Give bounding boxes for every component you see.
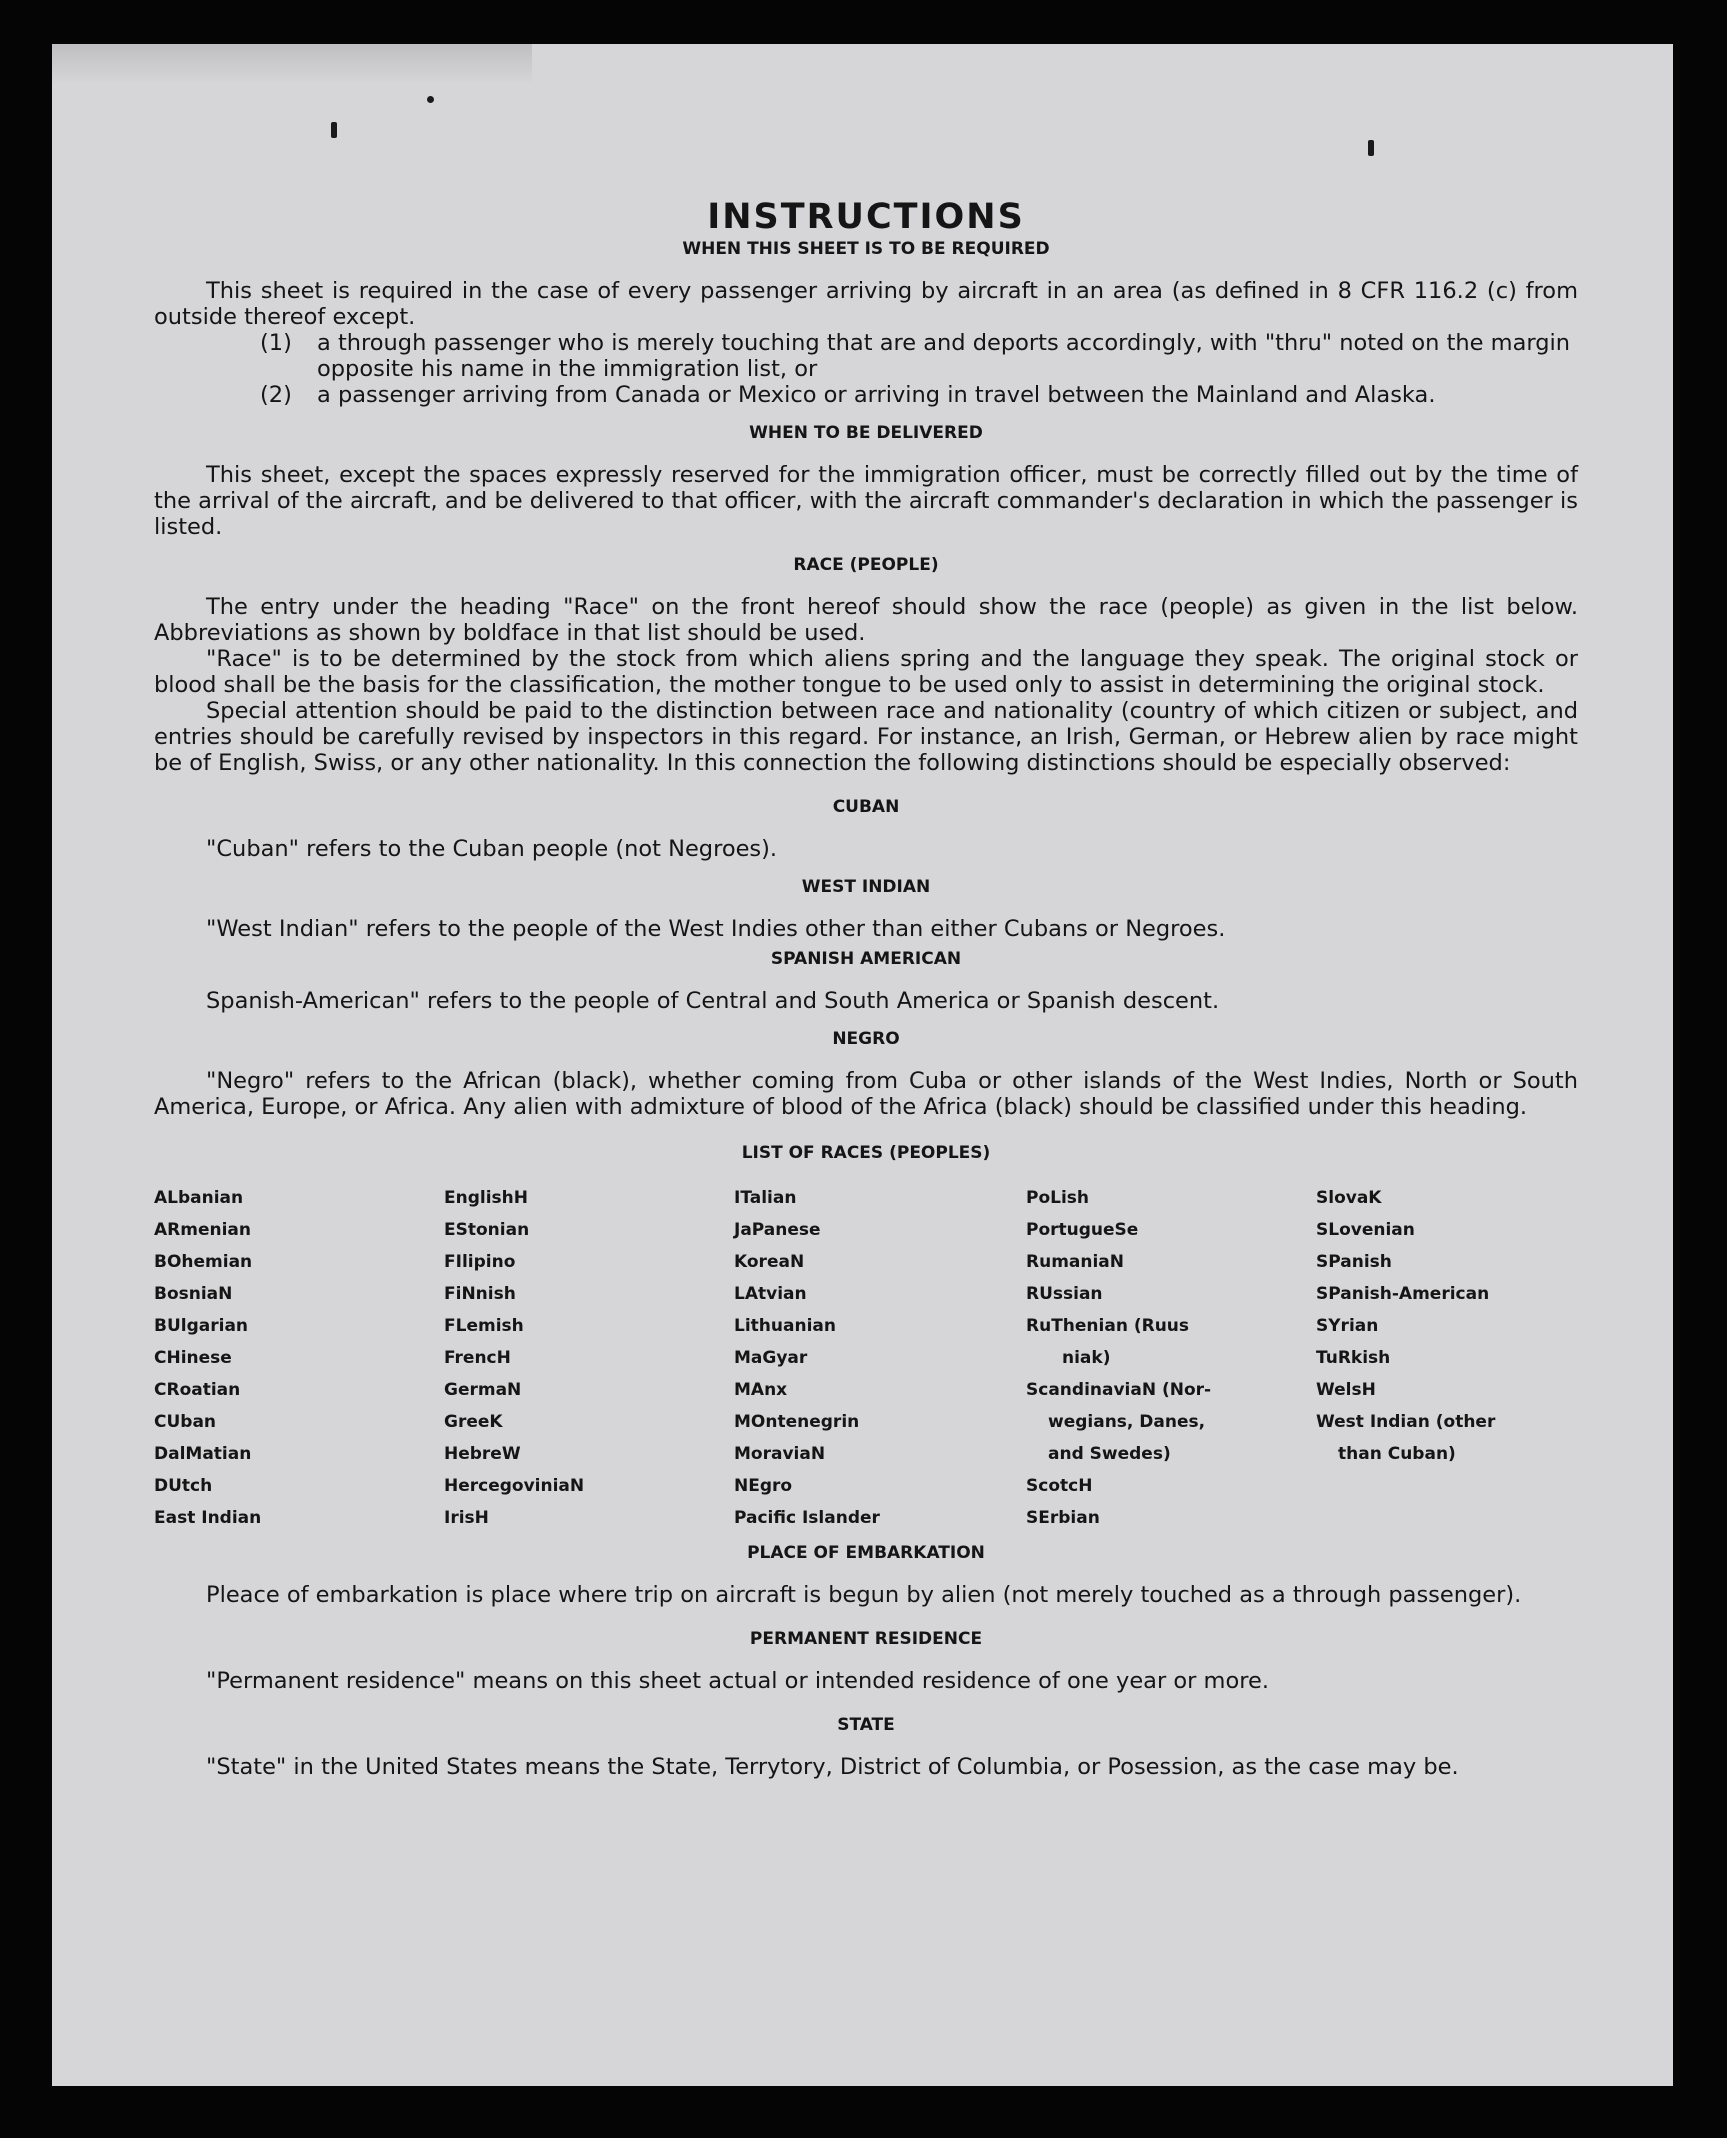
races-list bbox=[154, 1182, 1578, 1534]
race-entry: than Cuban) bbox=[1338, 1444, 1456, 1464]
heading-cuban: CUBAN bbox=[832, 797, 900, 817]
heading-permanent-residence: PERMANENT RESIDENCE bbox=[749, 1629, 983, 1649]
race-entry: LAtvian bbox=[734, 1284, 807, 1304]
race-entry: MoraviaN bbox=[734, 1444, 826, 1464]
race-entry: West Indian (other bbox=[1316, 1412, 1496, 1432]
race-entry: CRoatian bbox=[154, 1380, 241, 1400]
instructions-body bbox=[154, 197, 1578, 1780]
races-column-4 bbox=[1026, 1182, 1316, 1534]
embarkation-text: Pleace of embarkation is place where trip on aircraft is begun by alien (not merely touched as a through passenger). bbox=[206, 1582, 1522, 1608]
race-entry: SPanish bbox=[1316, 1252, 1392, 1272]
race-entry: PortugueSe bbox=[1026, 1220, 1139, 1240]
race-entry: HercegoviniaN bbox=[444, 1476, 585, 1496]
race-entry: BUlgarian bbox=[154, 1316, 249, 1336]
race-entry: HebreW bbox=[444, 1444, 521, 1464]
race-entry: wegians, Danes, bbox=[1048, 1412, 1206, 1432]
race-entry: GermaN bbox=[444, 1380, 522, 1400]
bleed-through bbox=[612, 144, 1152, 204]
race-entry: SYrian bbox=[1316, 1316, 1379, 1336]
exception-item-1 bbox=[154, 330, 1578, 382]
race-entry: MAnx bbox=[734, 1380, 788, 1400]
race-entry: East Indian bbox=[154, 1508, 262, 1528]
race-entry: niak) bbox=[1062, 1348, 1111, 1368]
races-column-3 bbox=[734, 1182, 1026, 1534]
race-entry: BOhemian bbox=[154, 1252, 253, 1272]
race-entry: MOntenegrin bbox=[734, 1412, 860, 1432]
race-entry: EnglishH bbox=[444, 1188, 528, 1208]
race-entry: JaPanese bbox=[734, 1220, 821, 1240]
document-page bbox=[52, 44, 1673, 2086]
heading-spanish-american: SPANISH AMERICAN bbox=[770, 949, 962, 969]
race-entry: KoreaN bbox=[734, 1252, 805, 1272]
race-entry: CHinese bbox=[154, 1348, 232, 1368]
race-entry: BosniaN bbox=[154, 1284, 233, 1304]
race-entry: EStonian bbox=[444, 1220, 530, 1240]
race-entry: Lithuanian bbox=[734, 1316, 836, 1336]
heading-when-delivered: WHEN TO BE DELIVERED bbox=[749, 423, 983, 443]
heading-embarkation: PLACE OF EMBARKATION bbox=[747, 1543, 985, 1563]
torn-edge bbox=[52, 44, 532, 84]
race-entry: SlovaK bbox=[1316, 1188, 1382, 1208]
race-entry: ARmenian bbox=[154, 1220, 251, 1240]
race-entry: ALbanian bbox=[154, 1188, 244, 1208]
when-delivered-text: This sheet, except the spaces expressly reserved for the immigration officer, must be correctly filled out by the time of the arrival of the aircraft, and be delivered to that officer, with the aircraft commander's declaration in which the passenger is listed. bbox=[154, 462, 1578, 540]
race-entry: SLovenian bbox=[1316, 1220, 1415, 1240]
races-column-5 bbox=[1316, 1182, 1578, 1534]
race-entry: SPanish-American bbox=[1316, 1284, 1490, 1304]
exception-item-2 bbox=[154, 382, 1578, 408]
spanish-american-text: Spanish-American" refers to the people of Central and South America or Spanish descent. bbox=[206, 988, 1220, 1014]
cuban-text: "Cuban" refers to the Cuban people (not Negroes). bbox=[206, 836, 778, 862]
item-text: a through passenger who is merely touching that are and deports accordingly, with "thru" noted on the margin opposite his name in the immigration list, or bbox=[317, 330, 1571, 382]
item-text: a passenger arriving from Canada or Mexico or arriving in travel between the Mainland and Alaska. bbox=[317, 382, 1436, 408]
heading-race: RACE (PEOPLE) bbox=[793, 555, 939, 575]
race-entry: ITalian bbox=[734, 1188, 797, 1208]
race-paragraph-1: The entry under the heading "Race" on the front hereof should show the race (people) as given in the list below. Abbreviations as shown by boldface in that list should be used. bbox=[154, 594, 1578, 646]
race-entry: MaGyar bbox=[734, 1348, 808, 1368]
race-entry: TuRkish bbox=[1316, 1348, 1391, 1368]
race-entry: FLemish bbox=[444, 1316, 524, 1336]
race-entry: IrisH bbox=[444, 1508, 489, 1528]
race-entry: Pacific Islander bbox=[734, 1508, 880, 1528]
race-entry: ScandinaviaN (Nor- bbox=[1026, 1380, 1212, 1400]
speck bbox=[427, 96, 434, 103]
races-column-1 bbox=[154, 1182, 444, 1534]
race-entry: RUssian bbox=[1026, 1284, 1103, 1304]
west-indian-text: "West Indian" refers to the people of the West Indies other than either Cubans or Negroes. bbox=[206, 916, 1226, 942]
page-title: INSTRUCTIONS bbox=[707, 197, 1025, 237]
race-paragraph-3: Special attention should be paid to the distinction between race and nationality (country of which citizen or subject, and entries should be carefully revised by inspectors in this regard. For instance, an Irish, German, or Hebrew alien by race might be of English, Swiss, or any other nationality. In this connection the following distinctions should be especially observed: bbox=[154, 698, 1578, 776]
residence-text: "Permanent residence" means on this sheet actual or intended residence of one year or more. bbox=[206, 1668, 1269, 1694]
race-entry: CUban bbox=[154, 1412, 217, 1432]
negro-text: "Negro" refers to the African (black), whether coming from Cuba or other islands of the West Indies, North or South America, Europe, or Africa. Any alien with admixture of blood of the Africa (black) should be classified under this heading. bbox=[154, 1068, 1578, 1120]
heading-west-indian: WEST INDIAN bbox=[801, 877, 931, 897]
race-entry: FrencH bbox=[444, 1348, 511, 1368]
race-paragraph-2: "Race" is to be determined by the stock from which aliens spring and the language they speak. The original stock or blood shall be the basis for the classification, the mother tongue to be used only to assist in determining the original stock. bbox=[154, 646, 1578, 698]
race-entry: SErbian bbox=[1026, 1508, 1100, 1528]
race-entry: NEgro bbox=[734, 1476, 793, 1496]
race-entry: GreeK bbox=[444, 1412, 503, 1432]
heading-list-of-races: LIST OF RACES (PEOPLES) bbox=[741, 1143, 991, 1163]
races-column-2 bbox=[444, 1182, 734, 1534]
when-required-intro: This sheet is required in the case of every passenger arriving by aircraft in an area (as defined in 8 CFR 116.2 (c) from outside thereof except. bbox=[154, 278, 1578, 330]
punch-mark bbox=[331, 122, 337, 138]
item-number: (1) bbox=[260, 330, 292, 356]
item-number: (2) bbox=[260, 382, 292, 408]
punch-mark bbox=[1368, 140, 1374, 156]
race-entry: WelsH bbox=[1316, 1380, 1376, 1400]
heading-state: STATE bbox=[837, 1715, 895, 1735]
race-entry: and Swedes) bbox=[1048, 1444, 1171, 1464]
race-entry: DUtch bbox=[154, 1476, 213, 1496]
race-entry: DalMatian bbox=[154, 1444, 252, 1464]
race-entry: RumaniaN bbox=[1026, 1252, 1125, 1272]
race-entry: FIlipino bbox=[444, 1252, 516, 1272]
race-entry: ScotcH bbox=[1026, 1476, 1093, 1496]
heading-negro: NEGRO bbox=[832, 1029, 900, 1049]
race-entry: PoLish bbox=[1026, 1188, 1090, 1208]
state-text: "State" in the United States means the State, Terrytory, District of Columbia, or Posession, as the case may be. bbox=[206, 1754, 1459, 1780]
heading-when-required: WHEN THIS SHEET IS TO BE REQUIRED bbox=[682, 239, 1050, 259]
race-entry: RuThenian (Ruus bbox=[1026, 1316, 1190, 1336]
race-entry: FiNnish bbox=[444, 1284, 516, 1304]
